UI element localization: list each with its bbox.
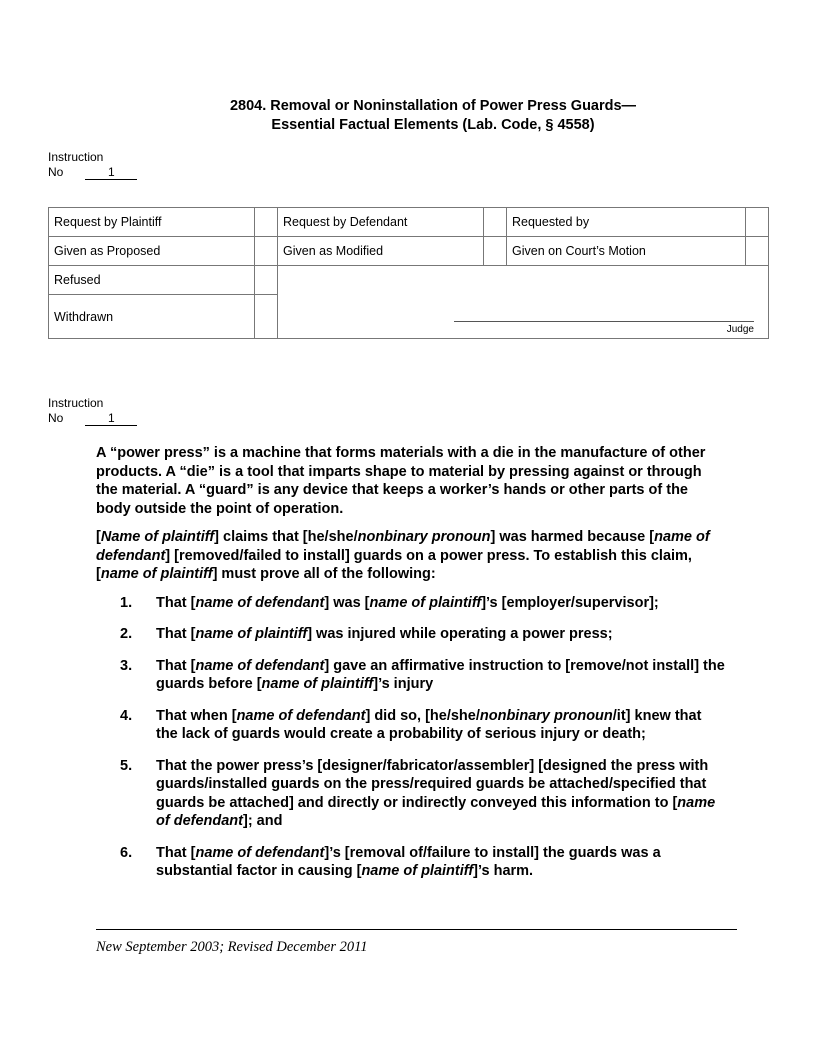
item-text: ]’s harm.	[473, 863, 534, 879]
intro-paragraph: A “power press” is a machine that forms materials with a die in the manufacture of other products. A “die” is a tool that imparts shape to material by pressing against or through the material. A “guard” is any device that keeps a worker’s hands or other parts of the body outside the point of operation.	[96, 445, 706, 517]
placeholder-text: name of defendant	[195, 844, 325, 861]
placeholder-text: name of plaintiff	[361, 863, 474, 879]
list-item	[96, 625, 726, 644]
footer-divider	[96, 929, 737, 930]
instruction-number-2: 1	[85, 412, 137, 426]
title-line-1: 2804. Removal or Noninstallation of Power Press Guards—	[229, 98, 637, 114]
item-text: That [	[156, 626, 196, 642]
item-text: ]’s [employer/supervisor];	[481, 594, 659, 611]
list-item	[96, 594, 726, 613]
claim-text: ] must prove all of the following:	[212, 566, 436, 582]
request-table	[48, 207, 769, 339]
given-proposed-label: Given as Proposed	[49, 237, 255, 266]
list-item	[96, 657, 726, 694]
page-title	[0, 97, 816, 135]
given-modified-label: Given as Modified	[278, 237, 484, 266]
item-text: ]; and	[243, 813, 283, 829]
placeholder-text: Name of plaintiff	[100, 529, 215, 545]
item-text: That [	[156, 594, 196, 611]
item-number: 4.	[120, 707, 133, 724]
placeholder-text: name of plaintiff	[369, 594, 482, 611]
instruction-number-block	[48, 150, 137, 180]
instruction-body	[96, 444, 726, 894]
placeholder-text: name of defendant	[236, 707, 366, 724]
title-line-2: Essential Factual Elements (Lab. Code, § 4558)	[271, 117, 595, 133]
claim-text: ] [removed/failed to install] guards on a power press. To establish this claim, [	[96, 547, 692, 582]
instruction-label-2: Instruction	[48, 396, 104, 410]
withdrawn-checkbox[interactable]	[255, 295, 278, 339]
item-number: 6.	[120, 844, 133, 861]
placeholder-text: name of defendant	[195, 594, 325, 611]
list-item	[96, 757, 726, 831]
placeholder-text: name of plaintiff	[100, 566, 213, 582]
item-text: /it] knew that the lack of guards would create a probability of serious injury or death;	[156, 707, 702, 742]
claim-text: ] was harmed because [	[490, 529, 655, 545]
requested-by-label: Requested by	[507, 208, 746, 237]
item-text: ] was [	[324, 594, 370, 611]
refused-label: Refused	[49, 266, 255, 295]
placeholder-text: name of defendant	[156, 794, 716, 829]
item-text: That [	[156, 844, 196, 861]
withdrawn-label: Withdrawn	[49, 295, 255, 339]
instruction-number-block-2	[48, 396, 137, 426]
item-text: That [	[156, 657, 196, 674]
given-proposed-checkbox[interactable]	[255, 237, 278, 266]
placeholder-text: nonbinary pronoun	[479, 707, 613, 724]
list-item	[96, 844, 726, 881]
instruction-label: Instruction	[48, 150, 104, 164]
judge-label: Judge	[726, 324, 754, 335]
elements-list	[96, 594, 726, 881]
given-modified-checkbox[interactable]	[484, 237, 507, 266]
item-number: 2.	[120, 626, 133, 642]
claim-text: [	[96, 529, 101, 545]
item-text: ] gave an affirmative instruction to [remove/not install] the guards before [	[156, 657, 725, 692]
request-defendant-label: Request by Defendant	[278, 208, 484, 237]
item-number: 1.	[120, 594, 133, 611]
revision-footer: New September 2003; Revised December 2011	[96, 939, 368, 955]
request-plaintiff-checkbox[interactable]	[255, 208, 278, 237]
request-defendant-checkbox[interactable]	[484, 208, 507, 237]
claim-paragraph	[96, 528, 726, 584]
refused-checkbox[interactable]	[255, 266, 278, 295]
item-text: ] did so, [he/she/	[365, 707, 480, 724]
claim-text: ] claims that [he/she/	[214, 529, 358, 545]
judge-signature-line	[454, 321, 754, 322]
placeholder-text: name of plaintiff	[195, 626, 308, 642]
requested-by-checkbox[interactable]	[746, 208, 769, 237]
item-text: That the power press’s [designer/fabricator/assembler] [designed the press with guards/installed guards on the press/required guards be attached/specified that guards be attached] and directly or indirectly conveyed this information to [	[156, 757, 709, 811]
instruction-no-label: No	[48, 165, 64, 179]
item-text: ]’s [removal of/failure to install] the guards was a substantial factor in causing [	[156, 844, 661, 879]
item-number: 3.	[120, 657, 133, 674]
item-number: 5.	[120, 757, 133, 774]
instruction-no-label-2: No	[48, 411, 64, 425]
placeholder-text: name of defendant	[195, 657, 325, 674]
judge-signature-area[interactable]	[278, 266, 769, 339]
item-text: That when [	[156, 707, 237, 724]
item-text: ] was injured while operating a power press;	[307, 626, 613, 642]
request-plaintiff-label: Request by Plaintiff	[49, 208, 255, 237]
placeholder-text: nonbinary pronoun	[357, 529, 491, 545]
instruction-number: 1	[85, 166, 137, 180]
list-item	[96, 707, 726, 744]
given-court-label: Given on Court’s Motion	[507, 237, 746, 266]
placeholder-text: name of plaintiff	[261, 676, 374, 692]
given-court-checkbox[interactable]	[746, 237, 769, 266]
placeholder-text: name of defendant	[96, 529, 710, 564]
item-text: ]’s injury	[373, 676, 434, 692]
